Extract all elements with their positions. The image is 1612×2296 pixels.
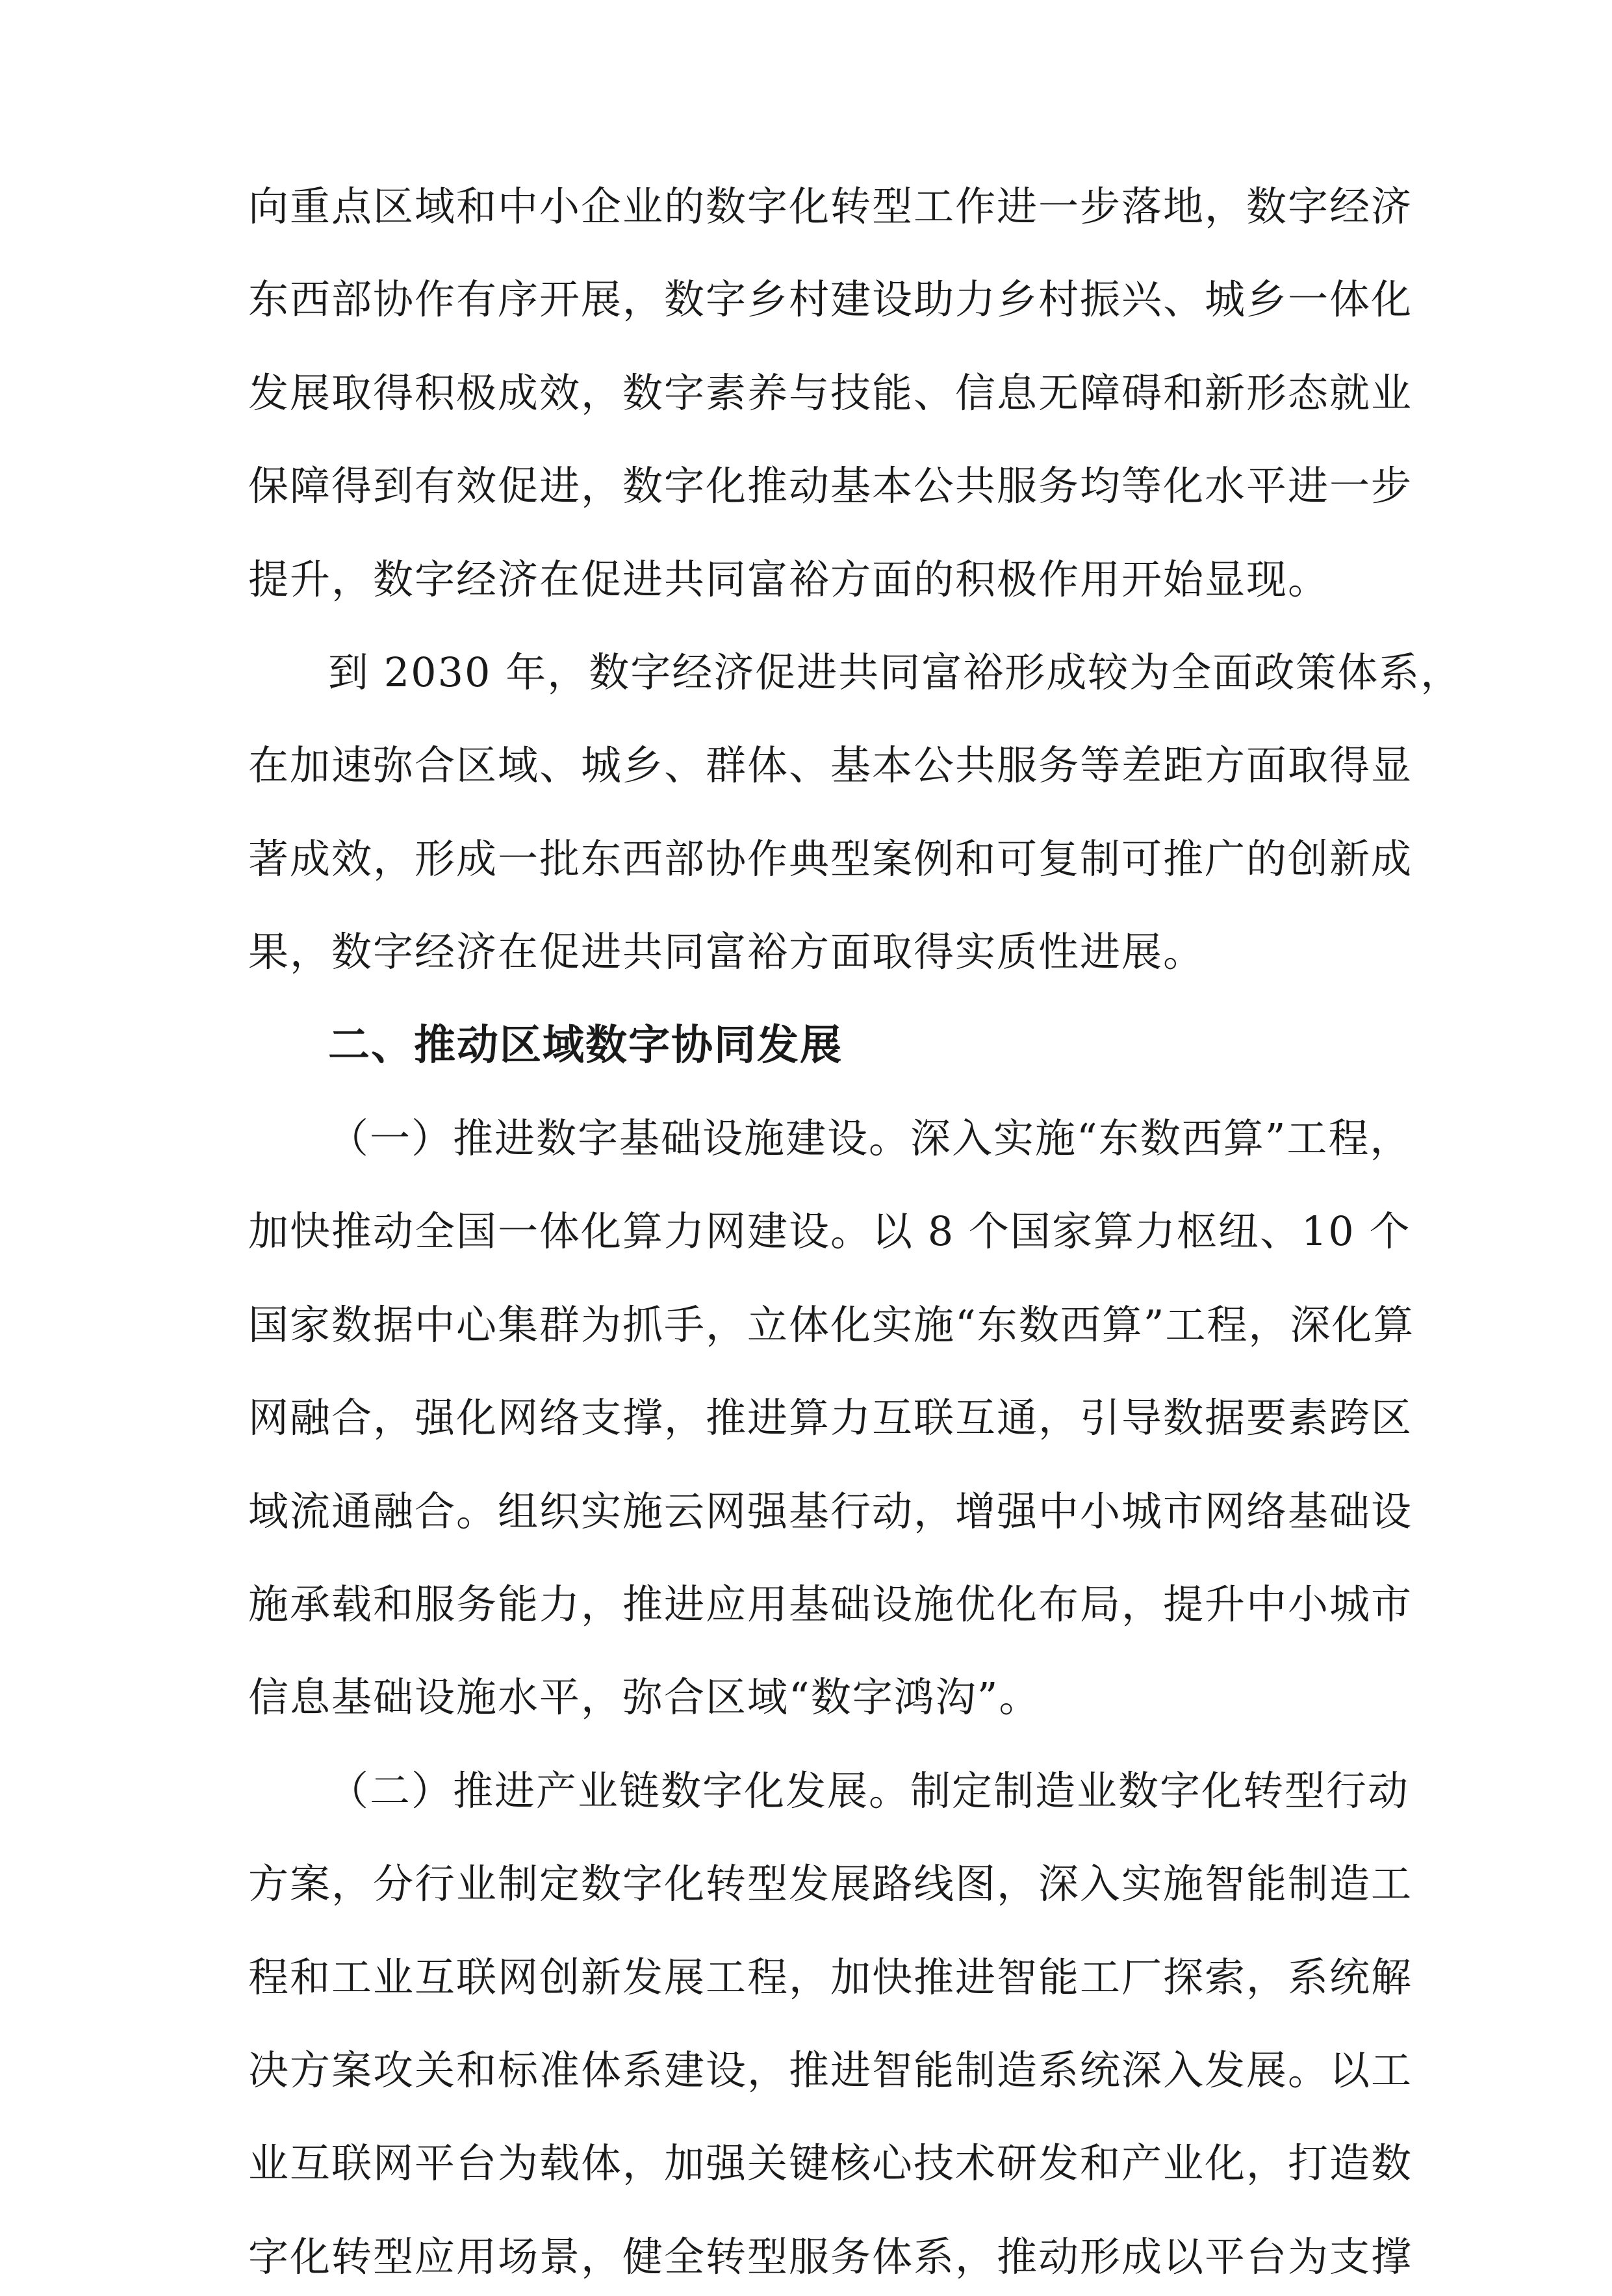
paragraph-4-bold-lead: （二）推进产业链数字化发展	[328, 1767, 869, 1814]
paragraph-4-line-1	[328, 1752, 1410, 1830]
paragraph-3-line-5: 域流通融合。组织实施云网强基行动，增强中小城市网络基础设	[248, 1488, 1413, 1535]
paragraph-3-line-2: 加快推动全国一体化算力网建设。以 8 个国家算力枢纽、10 个	[248, 1207, 1411, 1255]
section-heading: 二、推动区域数字协同发展	[328, 1022, 843, 1070]
paragraph-2-line-2: 在加速弥合区域、城乡、群体、基本公共服务等差距方面取得显	[248, 742, 1413, 789]
paragraph-2-line-3: 著成效，形成一批东西部协作典型案例和可复制可推广的创新成	[248, 835, 1413, 883]
paragraph-1-line-3: 发展取得积极成效，数字素养与技能、信息无障碍和新形态就业	[248, 369, 1413, 417]
paragraph-4-line-4: 决方案攻关和标准体系建设，推进智能制造系统深入发展。以工	[248, 2046, 1413, 2094]
paragraph-1-line-2: 东西部协作有序开展，数字乡村建设助力乡村振兴、城乡一体化	[248, 276, 1413, 323]
paragraph-4-line-6: 字化转型应用场景，健全转型服务体系，推动形成以平台为支撑	[248, 2233, 1413, 2280]
paragraph-4-line-2: 方案，分行业制定数字化转型发展路线图，深入实施智能制造工	[248, 1860, 1413, 1907]
paragraph-2-line-1: 到 2030 年，数字经济促进共同富裕形成较为全面政策体系，	[328, 649, 1463, 696]
paragraph-3-line-4: 网融合，强化网络支撑，推进算力互联互通，引导数据要素跨区	[248, 1394, 1413, 1441]
paragraph-3-line-7: 信息基础设施水平，弥合区域“数字鸿沟”。	[248, 1673, 1041, 1721]
paragraph-4-line-1-rest: 。制定制造业数字化转型行动	[869, 1767, 1410, 1814]
paragraph-1-line-4: 保障得到有效促进，数字化推动基本公共服务均等化水平进一步	[248, 462, 1413, 510]
paragraph-3-bold-lead: （一）推进数字基础设施建设	[328, 1115, 869, 1162]
paragraph-1-line-5: 提升，数字经济在促进共同富裕方面的积极作用开始显现。	[248, 556, 1330, 603]
paragraph-4-line-3: 程和工业互联网创新发展工程，加快推进智能工厂探索，系统解	[248, 1954, 1413, 2001]
paragraph-3-line-3: 国家数据中心集群为抓手，立体化实施“东数西算”工程，深化算	[248, 1301, 1415, 1348]
paragraph-4-line-5: 业互联网平台为载体，加强关键核心技术研发和产业化，打造数	[248, 2139, 1413, 2187]
paragraph-1-line-1: 向重点区域和中小企业的数字化转型工作进一步落地，数字经济	[248, 183, 1413, 230]
paragraph-3-line-6: 施承载和服务能力，推进应用基础设施优化布局，提升中小城市	[248, 1580, 1413, 1628]
paragraph-3-line-1-rest: 。深入实施“东数西算”工程，	[869, 1115, 1412, 1162]
paragraph-2-line-4: 果，数字经济在促进共同富裕方面取得实质性进展。	[248, 928, 1205, 975]
paragraph-3-line-1	[328, 1100, 1412, 1178]
